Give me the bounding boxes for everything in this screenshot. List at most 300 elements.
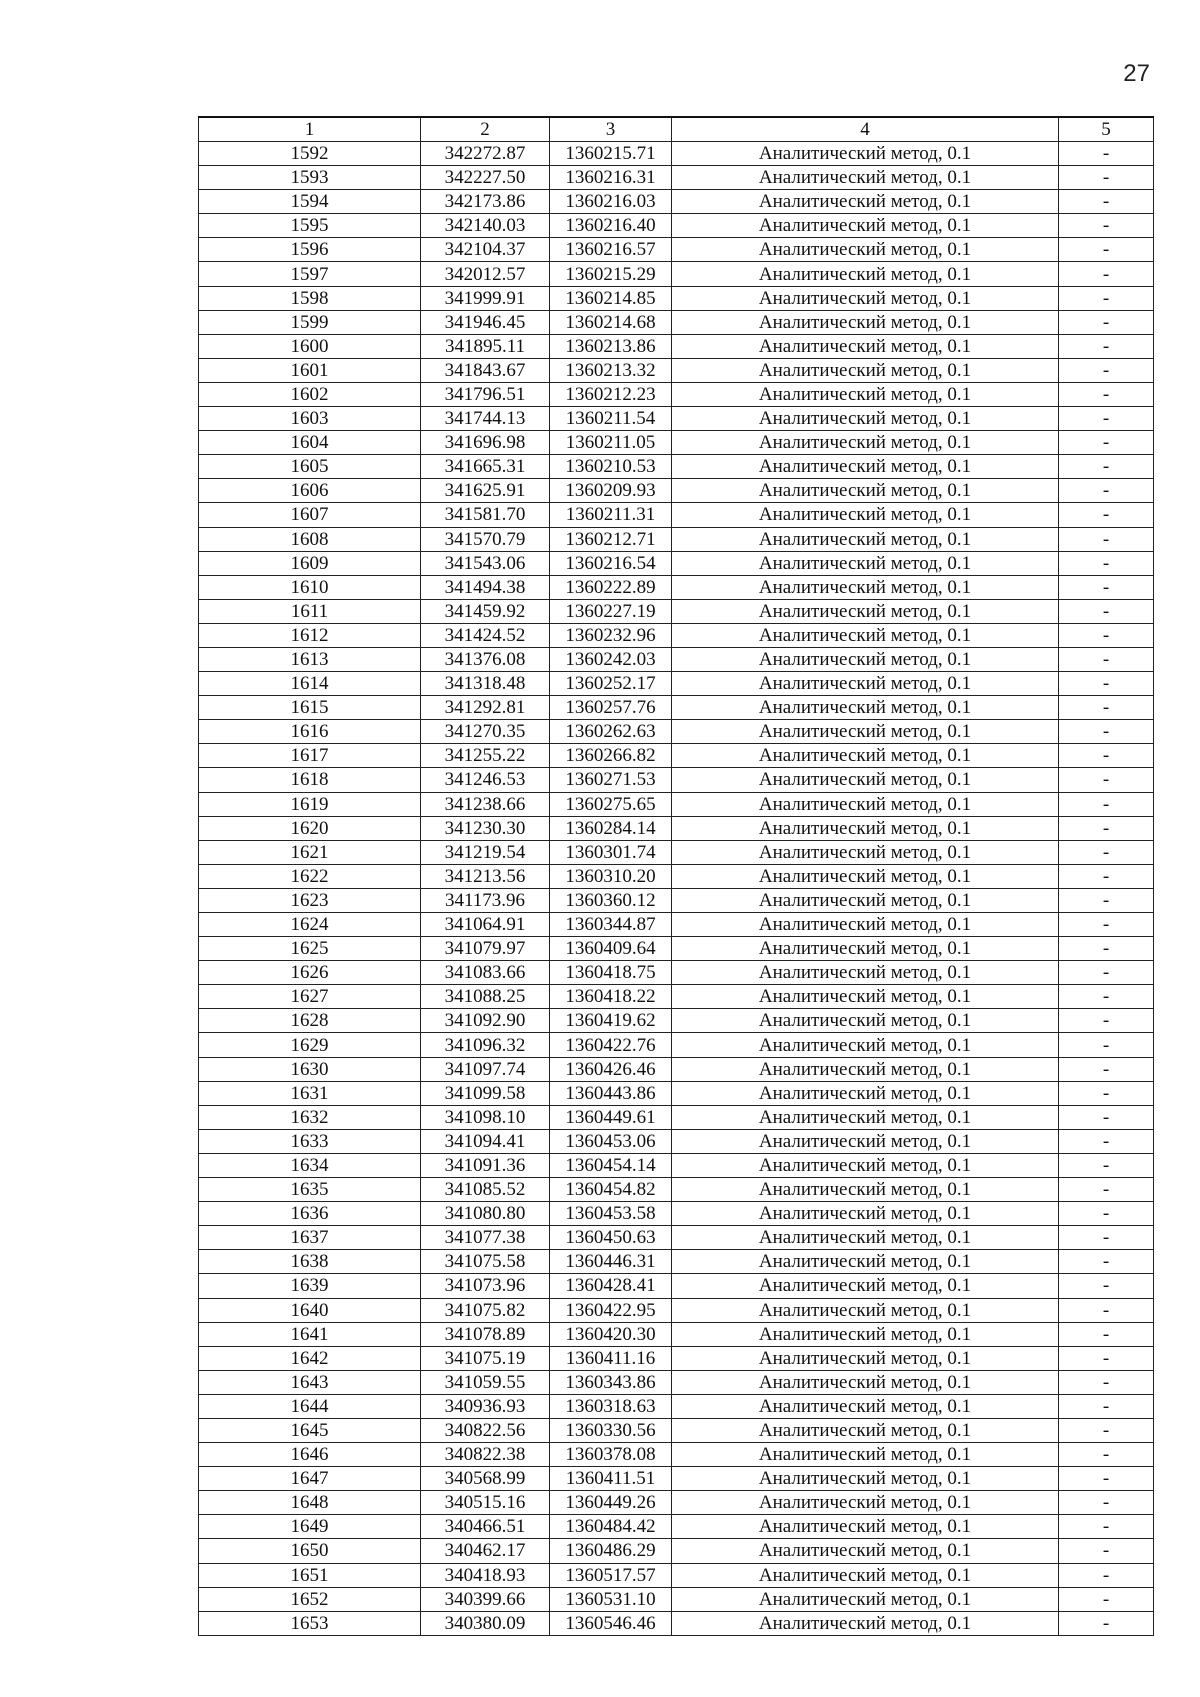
- x-coordinate-cell: 341097.74: [421, 1057, 550, 1081]
- x-coordinate-cell: 340936.93: [421, 1394, 550, 1418]
- note-cell: -: [1059, 1153, 1154, 1177]
- method-cell: Аналитический метод, 0.1: [672, 1611, 1059, 1635]
- note-cell: -: [1059, 190, 1154, 214]
- table-row: [199, 1153, 1154, 1177]
- method-cell: Аналитический метод, 0.1: [672, 647, 1059, 671]
- table-row: [199, 816, 1154, 840]
- note-cell: -: [1059, 479, 1154, 503]
- y-coordinate-cell: 1360449.61: [550, 1105, 672, 1129]
- point-number-cell: 1626: [199, 961, 421, 985]
- method-cell: Аналитический метод, 0.1: [672, 334, 1059, 358]
- point-number-cell: 1621: [199, 840, 421, 864]
- x-coordinate-cell: 341099.58: [421, 1081, 550, 1105]
- method-cell: Аналитический метод, 0.1: [672, 238, 1059, 262]
- y-coordinate-cell: 1360212.23: [550, 382, 672, 406]
- table-row: [199, 647, 1154, 671]
- x-coordinate-cell: 342012.57: [421, 262, 550, 286]
- table-row: [199, 840, 1154, 864]
- header-cell-3: 3: [550, 117, 672, 142]
- note-cell: -: [1059, 1443, 1154, 1467]
- table-row: [199, 455, 1154, 479]
- note-cell: -: [1059, 840, 1154, 864]
- point-number-cell: 1618: [199, 768, 421, 792]
- point-number-cell: 1651: [199, 1563, 421, 1587]
- note-cell: -: [1059, 696, 1154, 720]
- x-coordinate-cell: 341077.38: [421, 1226, 550, 1250]
- page-number: 27: [1123, 60, 1150, 87]
- point-number-cell: 1607: [199, 503, 421, 527]
- y-coordinate-cell: 1360449.26: [550, 1491, 672, 1515]
- point-number-cell: 1600: [199, 334, 421, 358]
- x-coordinate-cell: 341459.92: [421, 599, 550, 623]
- x-coordinate-cell: 341096.32: [421, 1033, 550, 1057]
- x-coordinate-cell: 340466.51: [421, 1515, 550, 1539]
- y-coordinate-cell: 1360252.17: [550, 672, 672, 696]
- note-cell: -: [1059, 672, 1154, 696]
- y-coordinate-cell: 1360426.46: [550, 1057, 672, 1081]
- y-coordinate-cell: 1360211.31: [550, 503, 672, 527]
- x-coordinate-cell: 341092.90: [421, 1009, 550, 1033]
- x-coordinate-cell: 341625.91: [421, 479, 550, 503]
- point-number-cell: 1646: [199, 1443, 421, 1467]
- y-coordinate-cell: 1360450.63: [550, 1226, 672, 1250]
- method-cell: Аналитический метод, 0.1: [672, 1105, 1059, 1129]
- x-coordinate-cell: 341230.30: [421, 816, 550, 840]
- x-coordinate-cell: 341744.13: [421, 407, 550, 431]
- x-coordinate-cell: 341059.55: [421, 1370, 550, 1394]
- note-cell: -: [1059, 1394, 1154, 1418]
- y-coordinate-cell: 1360215.29: [550, 262, 672, 286]
- x-coordinate-cell: 341173.96: [421, 888, 550, 912]
- point-number-cell: 1616: [199, 720, 421, 744]
- y-coordinate-cell: 1360517.57: [550, 1563, 672, 1587]
- y-coordinate-cell: 1360209.93: [550, 479, 672, 503]
- x-coordinate-cell: 341895.11: [421, 334, 550, 358]
- table-row: [199, 599, 1154, 623]
- note-cell: -: [1059, 310, 1154, 334]
- x-coordinate-cell: 341292.81: [421, 696, 550, 720]
- x-coordinate-cell: 341075.19: [421, 1346, 550, 1370]
- point-number-cell: 1619: [199, 792, 421, 816]
- x-coordinate-cell: 341255.22: [421, 744, 550, 768]
- table-body: [199, 142, 1154, 1636]
- table-row: [199, 503, 1154, 527]
- method-cell: Аналитический метод, 0.1: [672, 1298, 1059, 1322]
- note-cell: -: [1059, 985, 1154, 1009]
- table-row: [199, 479, 1154, 503]
- table-row: [199, 1226, 1154, 1250]
- point-number-cell: 1608: [199, 527, 421, 551]
- table-row: [199, 1009, 1154, 1033]
- table-row: [199, 527, 1154, 551]
- y-coordinate-cell: 1360454.14: [550, 1153, 672, 1177]
- x-coordinate-cell: 342227.50: [421, 166, 550, 190]
- table-row: [199, 358, 1154, 382]
- method-cell: Аналитический метод, 0.1: [672, 888, 1059, 912]
- point-number-cell: 1603: [199, 407, 421, 431]
- x-coordinate-cell: 340462.17: [421, 1539, 550, 1563]
- y-coordinate-cell: 1360262.63: [550, 720, 672, 744]
- point-number-cell: 1604: [199, 431, 421, 455]
- method-cell: Аналитический метод, 0.1: [672, 599, 1059, 623]
- point-number-cell: 1636: [199, 1202, 421, 1226]
- x-coordinate-cell: 341075.82: [421, 1298, 550, 1322]
- y-coordinate-cell: 1360418.75: [550, 961, 672, 985]
- x-coordinate-cell: 340380.09: [421, 1611, 550, 1635]
- point-number-cell: 1643: [199, 1370, 421, 1394]
- method-cell: Аналитический метод, 0.1: [672, 937, 1059, 961]
- table-row: [199, 1370, 1154, 1394]
- method-cell: Аналитический метод, 0.1: [672, 1081, 1059, 1105]
- table-row: [199, 888, 1154, 912]
- method-cell: Аналитический метод, 0.1: [672, 166, 1059, 190]
- point-number-cell: 1605: [199, 455, 421, 479]
- method-cell: Аналитический метод, 0.1: [672, 382, 1059, 406]
- method-cell: Аналитический метод, 0.1: [672, 214, 1059, 238]
- point-number-cell: 1638: [199, 1250, 421, 1274]
- x-coordinate-cell: 342140.03: [421, 214, 550, 238]
- note-cell: -: [1059, 1539, 1154, 1563]
- table-row: [199, 1129, 1154, 1153]
- method-cell: Аналитический метод, 0.1: [672, 864, 1059, 888]
- table-row: [199, 1587, 1154, 1611]
- point-number-cell: 1645: [199, 1418, 421, 1442]
- point-number-cell: 1593: [199, 166, 421, 190]
- table-row: [199, 334, 1154, 358]
- note-cell: -: [1059, 1491, 1154, 1515]
- y-coordinate-cell: 1360232.96: [550, 623, 672, 647]
- method-cell: Аналитический метод, 0.1: [672, 1515, 1059, 1539]
- x-coordinate-cell: 341494.38: [421, 575, 550, 599]
- x-coordinate-cell: 342173.86: [421, 190, 550, 214]
- note-cell: -: [1059, 262, 1154, 286]
- point-number-cell: 1610: [199, 575, 421, 599]
- table-row: [199, 1418, 1154, 1442]
- note-cell: -: [1059, 792, 1154, 816]
- method-cell: Аналитический метод, 0.1: [672, 1443, 1059, 1467]
- y-coordinate-cell: 1360531.10: [550, 1587, 672, 1611]
- point-number-cell: 1594: [199, 190, 421, 214]
- y-coordinate-cell: 1360216.57: [550, 238, 672, 262]
- point-number-cell: 1625: [199, 937, 421, 961]
- method-cell: Аналитический метод, 0.1: [672, 262, 1059, 286]
- point-number-cell: 1627: [199, 985, 421, 1009]
- table-row: [199, 551, 1154, 575]
- table-row: [199, 1322, 1154, 1346]
- header-cell-5: 5: [1059, 117, 1154, 142]
- x-coordinate-cell: 341318.48: [421, 672, 550, 696]
- x-coordinate-cell: 341085.52: [421, 1178, 550, 1202]
- method-cell: Аналитический метод, 0.1: [672, 913, 1059, 937]
- point-number-cell: 1606: [199, 479, 421, 503]
- note-cell: -: [1059, 937, 1154, 961]
- table-row: [199, 431, 1154, 455]
- y-coordinate-cell: 1360422.95: [550, 1298, 672, 1322]
- x-coordinate-cell: 341999.91: [421, 286, 550, 310]
- y-coordinate-cell: 1360216.31: [550, 166, 672, 190]
- note-cell: -: [1059, 1033, 1154, 1057]
- table-row: [199, 1539, 1154, 1563]
- method-cell: Аналитический метод, 0.1: [672, 961, 1059, 985]
- note-cell: -: [1059, 431, 1154, 455]
- y-coordinate-cell: 1360211.05: [550, 431, 672, 455]
- table-row: [199, 190, 1154, 214]
- table-row: [199, 1491, 1154, 1515]
- y-coordinate-cell: 1360222.89: [550, 575, 672, 599]
- x-coordinate-cell: 341088.25: [421, 985, 550, 1009]
- method-cell: Аналитический метод, 0.1: [672, 1467, 1059, 1491]
- point-number-cell: 1639: [199, 1274, 421, 1298]
- y-coordinate-cell: 1360419.62: [550, 1009, 672, 1033]
- table-header: [199, 117, 1154, 142]
- point-number-cell: 1611: [199, 599, 421, 623]
- table-row: [199, 696, 1154, 720]
- note-cell: -: [1059, 1226, 1154, 1250]
- x-coordinate-cell: 341796.51: [421, 382, 550, 406]
- point-number-cell: 1652: [199, 1587, 421, 1611]
- table-row: [199, 407, 1154, 431]
- y-coordinate-cell: 1360213.86: [550, 334, 672, 358]
- method-cell: Аналитический метод, 0.1: [672, 407, 1059, 431]
- y-coordinate-cell: 1360284.14: [550, 816, 672, 840]
- method-cell: Аналитический метод, 0.1: [672, 455, 1059, 479]
- y-coordinate-cell: 1360301.74: [550, 840, 672, 864]
- x-coordinate-cell: 341238.66: [421, 792, 550, 816]
- header-cell-1: 1: [199, 117, 421, 142]
- note-cell: -: [1059, 334, 1154, 358]
- table-row: [199, 166, 1154, 190]
- note-cell: -: [1059, 575, 1154, 599]
- y-coordinate-cell: 1360213.32: [550, 358, 672, 382]
- method-cell: Аналитический метод, 0.1: [672, 1394, 1059, 1418]
- note-cell: -: [1059, 720, 1154, 744]
- x-coordinate-cell: 341270.35: [421, 720, 550, 744]
- y-coordinate-cell: 1360418.22: [550, 985, 672, 1009]
- y-coordinate-cell: 1360266.82: [550, 744, 672, 768]
- x-coordinate-cell: 341246.53: [421, 768, 550, 792]
- method-cell: Аналитический метод, 0.1: [672, 1418, 1059, 1442]
- table-row: [199, 744, 1154, 768]
- y-coordinate-cell: 1360242.03: [550, 647, 672, 671]
- point-number-cell: 1650: [199, 1539, 421, 1563]
- table-row: [199, 1611, 1154, 1635]
- note-cell: -: [1059, 1105, 1154, 1129]
- y-coordinate-cell: 1360454.82: [550, 1178, 672, 1202]
- y-coordinate-cell: 1360411.16: [550, 1346, 672, 1370]
- y-coordinate-cell: 1360215.71: [550, 142, 672, 166]
- note-cell: -: [1059, 238, 1154, 262]
- y-coordinate-cell: 1360486.29: [550, 1539, 672, 1563]
- method-cell: Аналитический метод, 0.1: [672, 1563, 1059, 1587]
- note-cell: -: [1059, 744, 1154, 768]
- table-row: [199, 286, 1154, 310]
- header-cell-4: 4: [672, 117, 1059, 142]
- note-cell: -: [1059, 768, 1154, 792]
- point-number-cell: 1613: [199, 647, 421, 671]
- table-row: [199, 1298, 1154, 1322]
- point-number-cell: 1628: [199, 1009, 421, 1033]
- y-coordinate-cell: 1360257.76: [550, 696, 672, 720]
- note-cell: -: [1059, 913, 1154, 937]
- point-number-cell: 1614: [199, 672, 421, 696]
- note-cell: -: [1059, 864, 1154, 888]
- point-number-cell: 1592: [199, 142, 421, 166]
- method-cell: Аналитический метод, 0.1: [672, 1202, 1059, 1226]
- note-cell: -: [1059, 1515, 1154, 1539]
- method-cell: Аналитический метод, 0.1: [672, 1153, 1059, 1177]
- coordinates-table-container: [198, 116, 1153, 1636]
- point-number-cell: 1637: [199, 1226, 421, 1250]
- y-coordinate-cell: 1360210.53: [550, 455, 672, 479]
- table-row: [199, 1515, 1154, 1539]
- note-cell: -: [1059, 358, 1154, 382]
- table-row: [199, 913, 1154, 937]
- table-row: [199, 1057, 1154, 1081]
- point-number-cell: 1640: [199, 1298, 421, 1322]
- note-cell: -: [1059, 382, 1154, 406]
- method-cell: Аналитический метод, 0.1: [672, 623, 1059, 647]
- point-number-cell: 1623: [199, 888, 421, 912]
- method-cell: Аналитический метод, 0.1: [672, 720, 1059, 744]
- table-row: [199, 262, 1154, 286]
- method-cell: Аналитический метод, 0.1: [672, 1009, 1059, 1033]
- x-coordinate-cell: 341376.08: [421, 647, 550, 671]
- method-cell: Аналитический метод, 0.1: [672, 358, 1059, 382]
- x-coordinate-cell: 341098.10: [421, 1105, 550, 1129]
- note-cell: -: [1059, 1081, 1154, 1105]
- y-coordinate-cell: 1360214.68: [550, 310, 672, 334]
- x-coordinate-cell: 341064.91: [421, 913, 550, 937]
- y-coordinate-cell: 1360453.06: [550, 1129, 672, 1153]
- table-row: [199, 864, 1154, 888]
- x-coordinate-cell: 341543.06: [421, 551, 550, 575]
- note-cell: -: [1059, 1129, 1154, 1153]
- x-coordinate-cell: 341079.97: [421, 937, 550, 961]
- x-coordinate-cell: 342104.37: [421, 238, 550, 262]
- table-row: [199, 961, 1154, 985]
- table-row: [199, 937, 1154, 961]
- note-cell: -: [1059, 1467, 1154, 1491]
- table-row: [199, 672, 1154, 696]
- y-coordinate-cell: 1360227.19: [550, 599, 672, 623]
- table-row: [199, 1250, 1154, 1274]
- method-cell: Аналитический метод, 0.1: [672, 1129, 1059, 1153]
- table-row: [199, 623, 1154, 647]
- method-cell: Аналитический метод, 0.1: [672, 1057, 1059, 1081]
- y-coordinate-cell: 1360343.86: [550, 1370, 672, 1394]
- method-cell: Аналитический метод, 0.1: [672, 696, 1059, 720]
- y-coordinate-cell: 1360330.56: [550, 1418, 672, 1442]
- x-coordinate-cell: 341075.58: [421, 1250, 550, 1274]
- table-row: [199, 1563, 1154, 1587]
- table-row: [199, 1443, 1154, 1467]
- y-coordinate-cell: 1360378.08: [550, 1443, 672, 1467]
- table-row: [199, 1274, 1154, 1298]
- point-number-cell: 1644: [199, 1394, 421, 1418]
- point-number-cell: 1622: [199, 864, 421, 888]
- x-coordinate-cell: 341213.56: [421, 864, 550, 888]
- method-cell: Аналитический метод, 0.1: [672, 1491, 1059, 1515]
- x-coordinate-cell: 341094.41: [421, 1129, 550, 1153]
- table-row: [199, 1105, 1154, 1129]
- x-coordinate-cell: 341665.31: [421, 455, 550, 479]
- point-number-cell: 1596: [199, 238, 421, 262]
- note-cell: -: [1059, 166, 1154, 190]
- table-row: [199, 382, 1154, 406]
- table-row: [199, 792, 1154, 816]
- y-coordinate-cell: 1360546.46: [550, 1611, 672, 1635]
- note-cell: -: [1059, 1009, 1154, 1033]
- point-number-cell: 1649: [199, 1515, 421, 1539]
- point-number-cell: 1641: [199, 1322, 421, 1346]
- y-coordinate-cell: 1360360.12: [550, 888, 672, 912]
- table-row: [199, 1178, 1154, 1202]
- method-cell: Аналитический метод, 0.1: [672, 840, 1059, 864]
- y-coordinate-cell: 1360310.20: [550, 864, 672, 888]
- note-cell: -: [1059, 1418, 1154, 1442]
- note-cell: -: [1059, 142, 1154, 166]
- x-coordinate-cell: 341946.45: [421, 310, 550, 334]
- point-number-cell: 1601: [199, 358, 421, 382]
- x-coordinate-cell: 341080.80: [421, 1202, 550, 1226]
- x-coordinate-cell: 341843.67: [421, 358, 550, 382]
- point-number-cell: 1653: [199, 1611, 421, 1635]
- coordinates-table: [198, 116, 1154, 1636]
- note-cell: -: [1059, 455, 1154, 479]
- y-coordinate-cell: 1360212.71: [550, 527, 672, 551]
- method-cell: Аналитический метод, 0.1: [672, 310, 1059, 334]
- note-cell: -: [1059, 599, 1154, 623]
- note-cell: -: [1059, 1250, 1154, 1274]
- table-row: [199, 214, 1154, 238]
- table-row: [199, 1033, 1154, 1057]
- method-cell: Аналитический метод, 0.1: [672, 1346, 1059, 1370]
- method-cell: Аналитический метод, 0.1: [672, 575, 1059, 599]
- note-cell: -: [1059, 961, 1154, 985]
- method-cell: Аналитический метод, 0.1: [672, 768, 1059, 792]
- y-coordinate-cell: 1360420.30: [550, 1322, 672, 1346]
- y-coordinate-cell: 1360446.31: [550, 1250, 672, 1274]
- table-row: [199, 1394, 1154, 1418]
- table-row: [199, 768, 1154, 792]
- method-cell: Аналитический метод, 0.1: [672, 503, 1059, 527]
- table-row: [199, 985, 1154, 1009]
- note-cell: -: [1059, 503, 1154, 527]
- point-number-cell: 1598: [199, 286, 421, 310]
- note-cell: -: [1059, 623, 1154, 647]
- method-cell: Аналитический метод, 0.1: [672, 1370, 1059, 1394]
- table-row: [199, 1081, 1154, 1105]
- table-row: [199, 310, 1154, 334]
- point-number-cell: 1615: [199, 696, 421, 720]
- x-coordinate-cell: 341083.66: [421, 961, 550, 985]
- method-cell: Аналитический метод, 0.1: [672, 1226, 1059, 1250]
- note-cell: -: [1059, 1202, 1154, 1226]
- note-cell: -: [1059, 407, 1154, 431]
- x-coordinate-cell: 341581.70: [421, 503, 550, 527]
- header-cell-2: 2: [421, 117, 550, 142]
- point-number-cell: 1602: [199, 382, 421, 406]
- method-cell: Аналитический метод, 0.1: [672, 672, 1059, 696]
- y-coordinate-cell: 1360344.87: [550, 913, 672, 937]
- note-cell: -: [1059, 888, 1154, 912]
- x-coordinate-cell: 342272.87: [421, 142, 550, 166]
- point-number-cell: 1612: [199, 623, 421, 647]
- note-cell: -: [1059, 1370, 1154, 1394]
- method-cell: Аналитический метод, 0.1: [672, 190, 1059, 214]
- method-cell: Аналитический метод, 0.1: [672, 1322, 1059, 1346]
- method-cell: Аналитический метод, 0.1: [672, 1274, 1059, 1298]
